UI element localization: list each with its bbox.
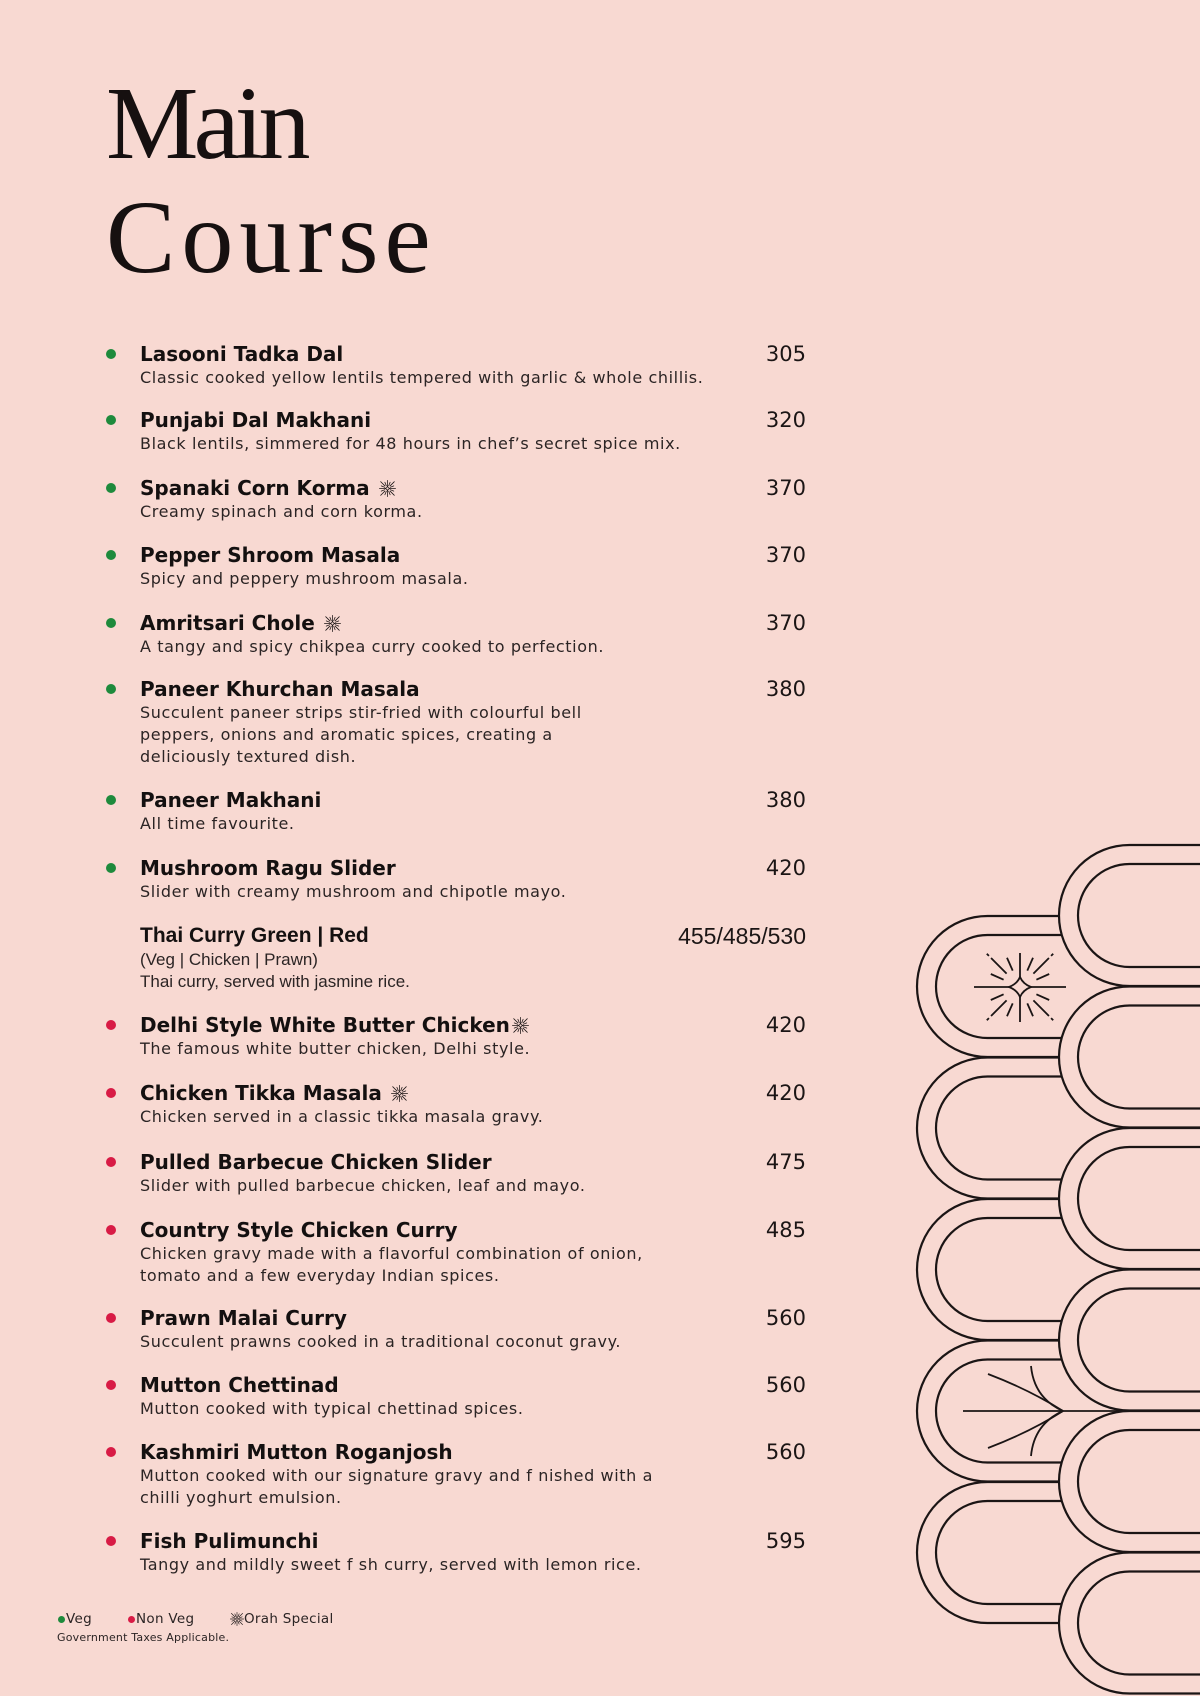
veg-dot-icon [106,415,116,425]
item-description: Classic cooked yellow lentils tempered with garlic & whole chillis. [140,368,704,387]
item-name: Delhi Style White Butter Chicken [140,1013,510,1037]
item-description: deliciously textured dish. [140,747,357,766]
sparkle-motif-icon [974,953,1066,1022]
menu-item [0,1372,806,1420]
non-veg-dot-icon [106,1536,116,1546]
item-description: Tangy and mildly sweet f sh curry, served with lemon rice. [140,1555,642,1574]
menu-item [0,475,806,523]
menu-item [0,1149,806,1197]
item-description: Slider with pulled barbecue chicken, leaf and mayo. [140,1176,586,1195]
leaf-motif-icon [963,1366,1130,1456]
item-description: The famous white butter chicken, Delhi style. [140,1039,531,1058]
menu-item [0,407,806,455]
item-name: Lasooni Tadka Dal [140,342,344,366]
item-price: 475 [765,1150,806,1174]
item-description: Thai curry, served with jasmine rice. [140,972,410,991]
menu-item [0,676,806,768]
menu-item [0,1305,806,1353]
veg-dot-icon [106,863,116,873]
item-name: Chicken Tikka Masala [140,1081,382,1105]
item-name: Paneer Makhani [140,788,322,812]
item-price: 420 [765,1081,806,1105]
item-description: Succulent paneer strips stir-fried with colourful bell [140,703,582,722]
item-description: Chicken served in a classic tikka masala gravy. [140,1107,544,1126]
legend-non-veg-dot-icon [128,1616,135,1623]
menu-item [0,1528,806,1576]
item-description: Black lentils, simmered for 48 hours in chef’s secret spice mix. [140,434,681,453]
item-price: 370 [765,611,806,635]
item-price: 380 [765,677,806,701]
item-description: A tangy and spicy chikpea curry cooked to perfection. [140,637,605,656]
item-description: Slider with creamy mushroom and chipotle mayo. [140,882,567,901]
item-description: All time favourite. [140,814,295,833]
item-description: Succulent prawns cooked in a traditional coconut gravy. [140,1332,622,1351]
item-description: Chicken gravy made with a flavorful combination of onion, [140,1244,643,1263]
item-price: 370 [765,476,806,500]
item-name: Punjabi Dal Makhani [140,408,372,432]
orah-special-icon [324,614,341,633]
menu-item [0,787,806,835]
item-name: Pulled Barbecue Chicken Slider [140,1150,492,1174]
legend-non-veg-label: Non Veg [136,1611,195,1627]
veg-dot-icon [106,684,116,694]
item-name: Spanaki Corn Korma [140,476,370,500]
veg-dot-icon [106,349,116,359]
item-name: Mushroom Ragu Slider [140,856,396,880]
veg-dot-icon [106,795,116,805]
item-price: 370 [765,543,806,567]
item-price: 560 [765,1440,806,1464]
orah-special-icon [379,479,396,498]
item-price: 560 [765,1306,806,1330]
menu-item [0,1012,806,1060]
item-price: 420 [765,856,806,880]
item-price: 380 [765,788,806,812]
item-name: Mutton Chettinad [140,1373,339,1397]
item-name: Thai Curry Green | Red [140,924,369,947]
orah-special-icon [391,1084,408,1103]
non-veg-dot-icon [106,1380,116,1390]
item-price: 320 [765,408,806,432]
non-veg-dot-icon [106,1225,116,1235]
item-description: chilli yoghurt emulsion. [140,1488,342,1507]
item-name: Country Style Chicken Curry [140,1218,458,1242]
item-description: peppers, onions and aromatic spices, creating a [140,725,553,744]
non-veg-dot-icon [106,1447,116,1457]
menu-item [0,341,806,389]
item-name: Kashmiri Mutton Roganjosh [140,1440,453,1464]
item-price: 560 [765,1373,806,1397]
item-name: Fish Pulimunchi [140,1529,319,1553]
page-title-line-1: Main [106,66,306,181]
item-name: Paneer Khurchan Masala [140,677,420,701]
menu-item [0,855,806,903]
menu-item [0,1439,806,1509]
item-price: 455/485/530 [678,923,806,949]
item-name: Prawn Malai Curry [140,1306,347,1330]
non-veg-dot-icon [106,1157,116,1167]
veg-dot-icon [106,483,116,493]
item-name: Amritsari Chole [140,611,315,635]
item-description: Mutton cooked with typical chettinad spices. [140,1399,524,1418]
legend-orah-special-label: Orah Special [244,1611,334,1627]
non-veg-dot-icon [106,1313,116,1323]
item-name: Pepper Shroom Masala [140,543,401,567]
non-veg-dot-icon [106,1020,116,1030]
veg-dot-icon [106,550,116,560]
legend-veg-dot-icon [58,1616,65,1623]
legend-orah-special-icon [230,1611,244,1627]
menu-item [0,923,806,993]
item-price: 595 [765,1529,806,1553]
item-description: Spicy and peppery mushroom masala. [140,569,469,588]
menu-item [0,542,806,590]
legend-veg-label: Veg [66,1611,92,1627]
page-title-line-2: Course [106,180,437,295]
tax-note: Government Taxes Applicable. [57,1631,230,1644]
item-price: 420 [765,1013,806,1037]
item-description: Mutton cooked with our signature gravy and f nished with a [140,1466,653,1485]
orah-special-icon [512,1016,529,1035]
menu-item [0,610,806,658]
item-description: Creamy spinach and corn korma. [140,502,423,521]
item-variants: (Veg | Chicken | Prawn) [140,950,318,969]
non-veg-dot-icon [106,1088,116,1098]
item-description: tomato and a few everyday Indian spices. [140,1266,500,1285]
item-price: 305 [765,342,806,366]
veg-dot-icon [106,618,116,628]
menu-item [0,1217,806,1287]
menu-item [0,1080,806,1128]
item-price: 485 [765,1218,806,1242]
